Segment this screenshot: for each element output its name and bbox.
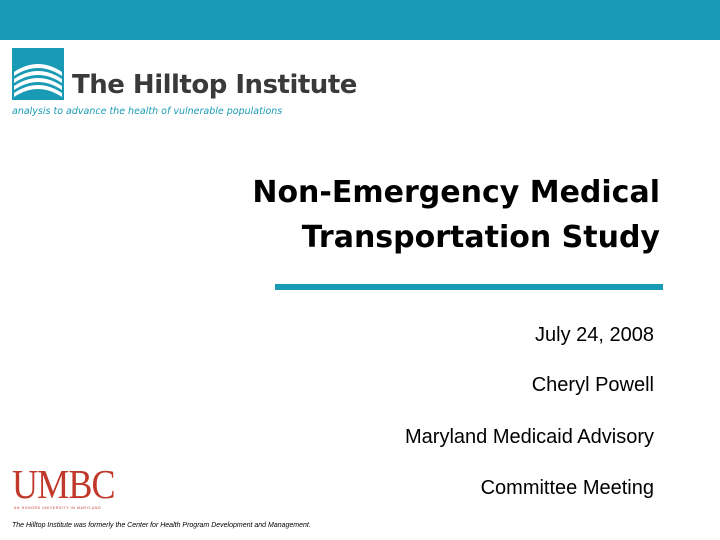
umbc-logo [12,462,142,510]
event-name-line-1: Maryland Medicaid Advisory [405,426,654,448]
presenter-name: Cheryl Powell [531,374,654,396]
logo-name: The Hilltop Institute [72,70,357,100]
hilltop-logo [12,48,357,120]
logo-tagline: analysis to advance the health of vulnerable populations [12,106,283,117]
footnote: The Hilltop Institute was formerly the Center for Health Program Development and Management. [12,522,311,529]
slide-title [100,170,660,260]
umbc-logo-subtext: AN HONORS UNIVERSITY IN MARYLAND [14,506,102,510]
event-name-line-2: Committee Meeting [480,477,654,499]
title-underline [275,284,663,290]
presentation-date: July 24, 2008 [535,324,654,346]
top-accent-bar [0,0,720,40]
hilltop-stripes-icon [12,48,64,100]
umbc-logo-text: UMBC [12,461,115,507]
slide-title-line-2: Transportation Study [301,220,660,255]
slide-title-line-1: Non-Emergency Medical [252,175,660,210]
